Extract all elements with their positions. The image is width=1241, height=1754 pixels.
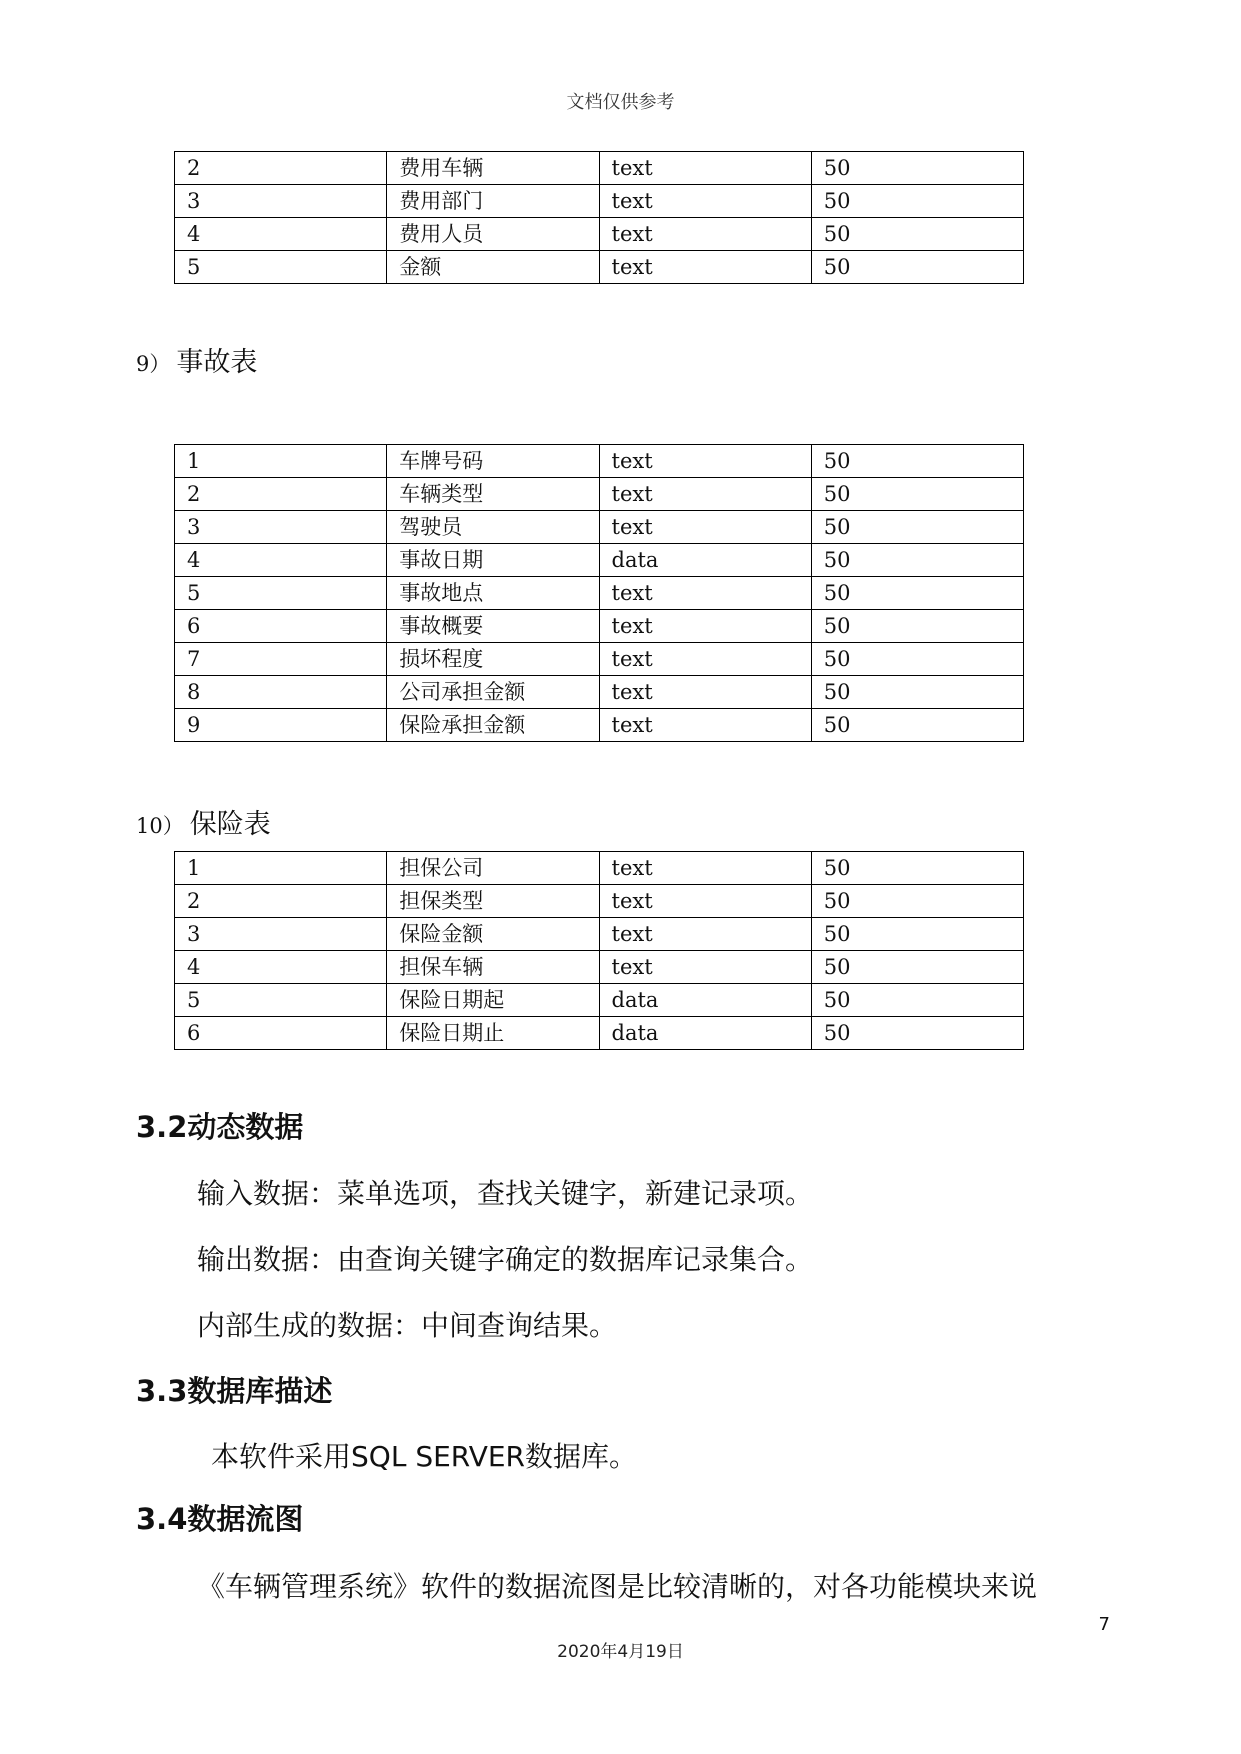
cell-length: 50 [811,610,1023,643]
cell-index: 2 [175,478,387,511]
cell-type: text [599,918,811,951]
accident-table [174,444,1024,742]
cell-field-name: 保险承担金额 [387,709,599,742]
cell-index: 5 [175,577,387,610]
cell-index: 5 [175,251,387,284]
cell-index: 2 [175,885,387,918]
section-9-label [136,340,257,379]
table-row [175,511,1024,544]
paragraph-output-data: 输出数据：由查询关键字确定的数据库记录集合。 [197,1243,814,1276]
cell-index: 6 [175,1017,387,1050]
cell-field-name: 费用人员 [387,218,599,251]
cell-type: data [599,984,811,1017]
heading-3-4: 3.4数据流图 [136,1502,304,1536]
cell-length: 50 [811,445,1023,478]
cell-length: 50 [811,544,1023,577]
cell-index: 4 [175,544,387,577]
table-row [175,152,1024,185]
table-row [175,251,1024,284]
cell-field-name: 保险金额 [387,918,599,951]
cell-length: 50 [811,152,1023,185]
table-row [175,445,1024,478]
cell-index: 3 [175,185,387,218]
cell-length: 50 [811,852,1023,885]
cell-index: 7 [175,643,387,676]
cell-type: text [599,251,811,284]
paragraph-database: 本软件采用SQL SERVER数据库。 [211,1440,638,1473]
cell-type: data [599,544,811,577]
table-row [175,643,1024,676]
table-row [175,885,1024,918]
heading-3-2: 3.2动态数据 [136,1110,304,1144]
cell-field-name: 损坏程度 [387,643,599,676]
paragraph-dataflow: 《车辆管理系统》软件的数据流图是比较清晰的，对各功能模块来说 [197,1570,1038,1603]
cell-length: 50 [811,984,1023,1017]
cell-field-name: 保险日期起 [387,984,599,1017]
table-row [175,1017,1024,1050]
cell-field-name: 车辆类型 [387,478,599,511]
footer-date: 2020年4月19日 [557,1642,684,1662]
page-number: 7 [1098,1614,1110,1635]
cell-field-name: 担保类型 [387,885,599,918]
table-row [175,918,1024,951]
section-10-title: 保险表 [189,809,271,840]
cell-index: 8 [175,676,387,709]
table-row [175,984,1024,1017]
cell-field-name: 事故概要 [387,610,599,643]
cell-type: text [599,643,811,676]
cell-index: 4 [175,951,387,984]
cell-type: text [599,676,811,709]
cell-field-name: 担保公司 [387,852,599,885]
section-10-label [136,802,271,841]
cell-index: 3 [175,511,387,544]
table-row [175,577,1024,610]
page-header: 文档仅供参考 [566,92,675,113]
cell-field-name: 公司承担金额 [387,676,599,709]
cell-index: 6 [175,610,387,643]
cell-length: 50 [811,251,1023,284]
table-row [175,218,1024,251]
cell-index: 2 [175,152,387,185]
section-10-number: 10） [136,814,184,838]
table-row [175,951,1024,984]
cell-type: text [599,709,811,742]
insurance-table [174,851,1024,1050]
table-row [175,478,1024,511]
cell-length: 50 [811,709,1023,742]
cell-type: text [599,951,811,984]
cell-type: text [599,478,811,511]
cell-field-name: 保险日期止 [387,1017,599,1050]
cell-length: 50 [811,1017,1023,1050]
cell-type: text [599,511,811,544]
paragraph-input-data: 输入数据：菜单选项，查找关键字，新建记录项。 [197,1177,814,1210]
cell-index: 3 [175,918,387,951]
cell-length: 50 [811,885,1023,918]
cell-field-name: 事故日期 [387,544,599,577]
cell-index: 4 [175,218,387,251]
cell-field-name: 车牌号码 [387,445,599,478]
cell-length: 50 [811,643,1023,676]
heading-3-3: 3.3数据库描述 [136,1374,333,1408]
cell-index: 1 [175,445,387,478]
section-9-number: 9） [136,352,171,376]
paragraph-internal-data: 内部生成的数据：中间查询结果。 [197,1309,618,1342]
cell-index: 9 [175,709,387,742]
cell-length: 50 [811,676,1023,709]
cell-length: 50 [811,478,1023,511]
cell-index: 5 [175,984,387,1017]
cell-type: text [599,218,811,251]
cell-length: 50 [811,185,1023,218]
cell-field-name: 事故地点 [387,577,599,610]
cell-type: text [599,577,811,610]
cell-length: 50 [811,577,1023,610]
section-9-title: 事故表 [176,347,258,378]
cell-length: 50 [811,511,1023,544]
cell-field-name: 费用部门 [387,185,599,218]
table-row [175,544,1024,577]
cell-type: text [599,152,811,185]
cell-field-name: 金额 [387,251,599,284]
fees-table [174,151,1024,284]
table-row [175,185,1024,218]
cell-length: 50 [811,918,1023,951]
cell-length: 50 [811,951,1023,984]
table-row [175,676,1024,709]
cell-length: 50 [811,218,1023,251]
table-row [175,709,1024,742]
cell-type: data [599,1017,811,1050]
cell-field-name: 费用车辆 [387,152,599,185]
table-row [175,610,1024,643]
cell-field-name: 驾驶员 [387,511,599,544]
table-row [175,852,1024,885]
cell-type: text [599,185,811,218]
cell-type: text [599,610,811,643]
cell-type: text [599,885,811,918]
cell-type: text [599,445,811,478]
cell-type: text [599,852,811,885]
cell-index: 1 [175,852,387,885]
cell-field-name: 担保车辆 [387,951,599,984]
